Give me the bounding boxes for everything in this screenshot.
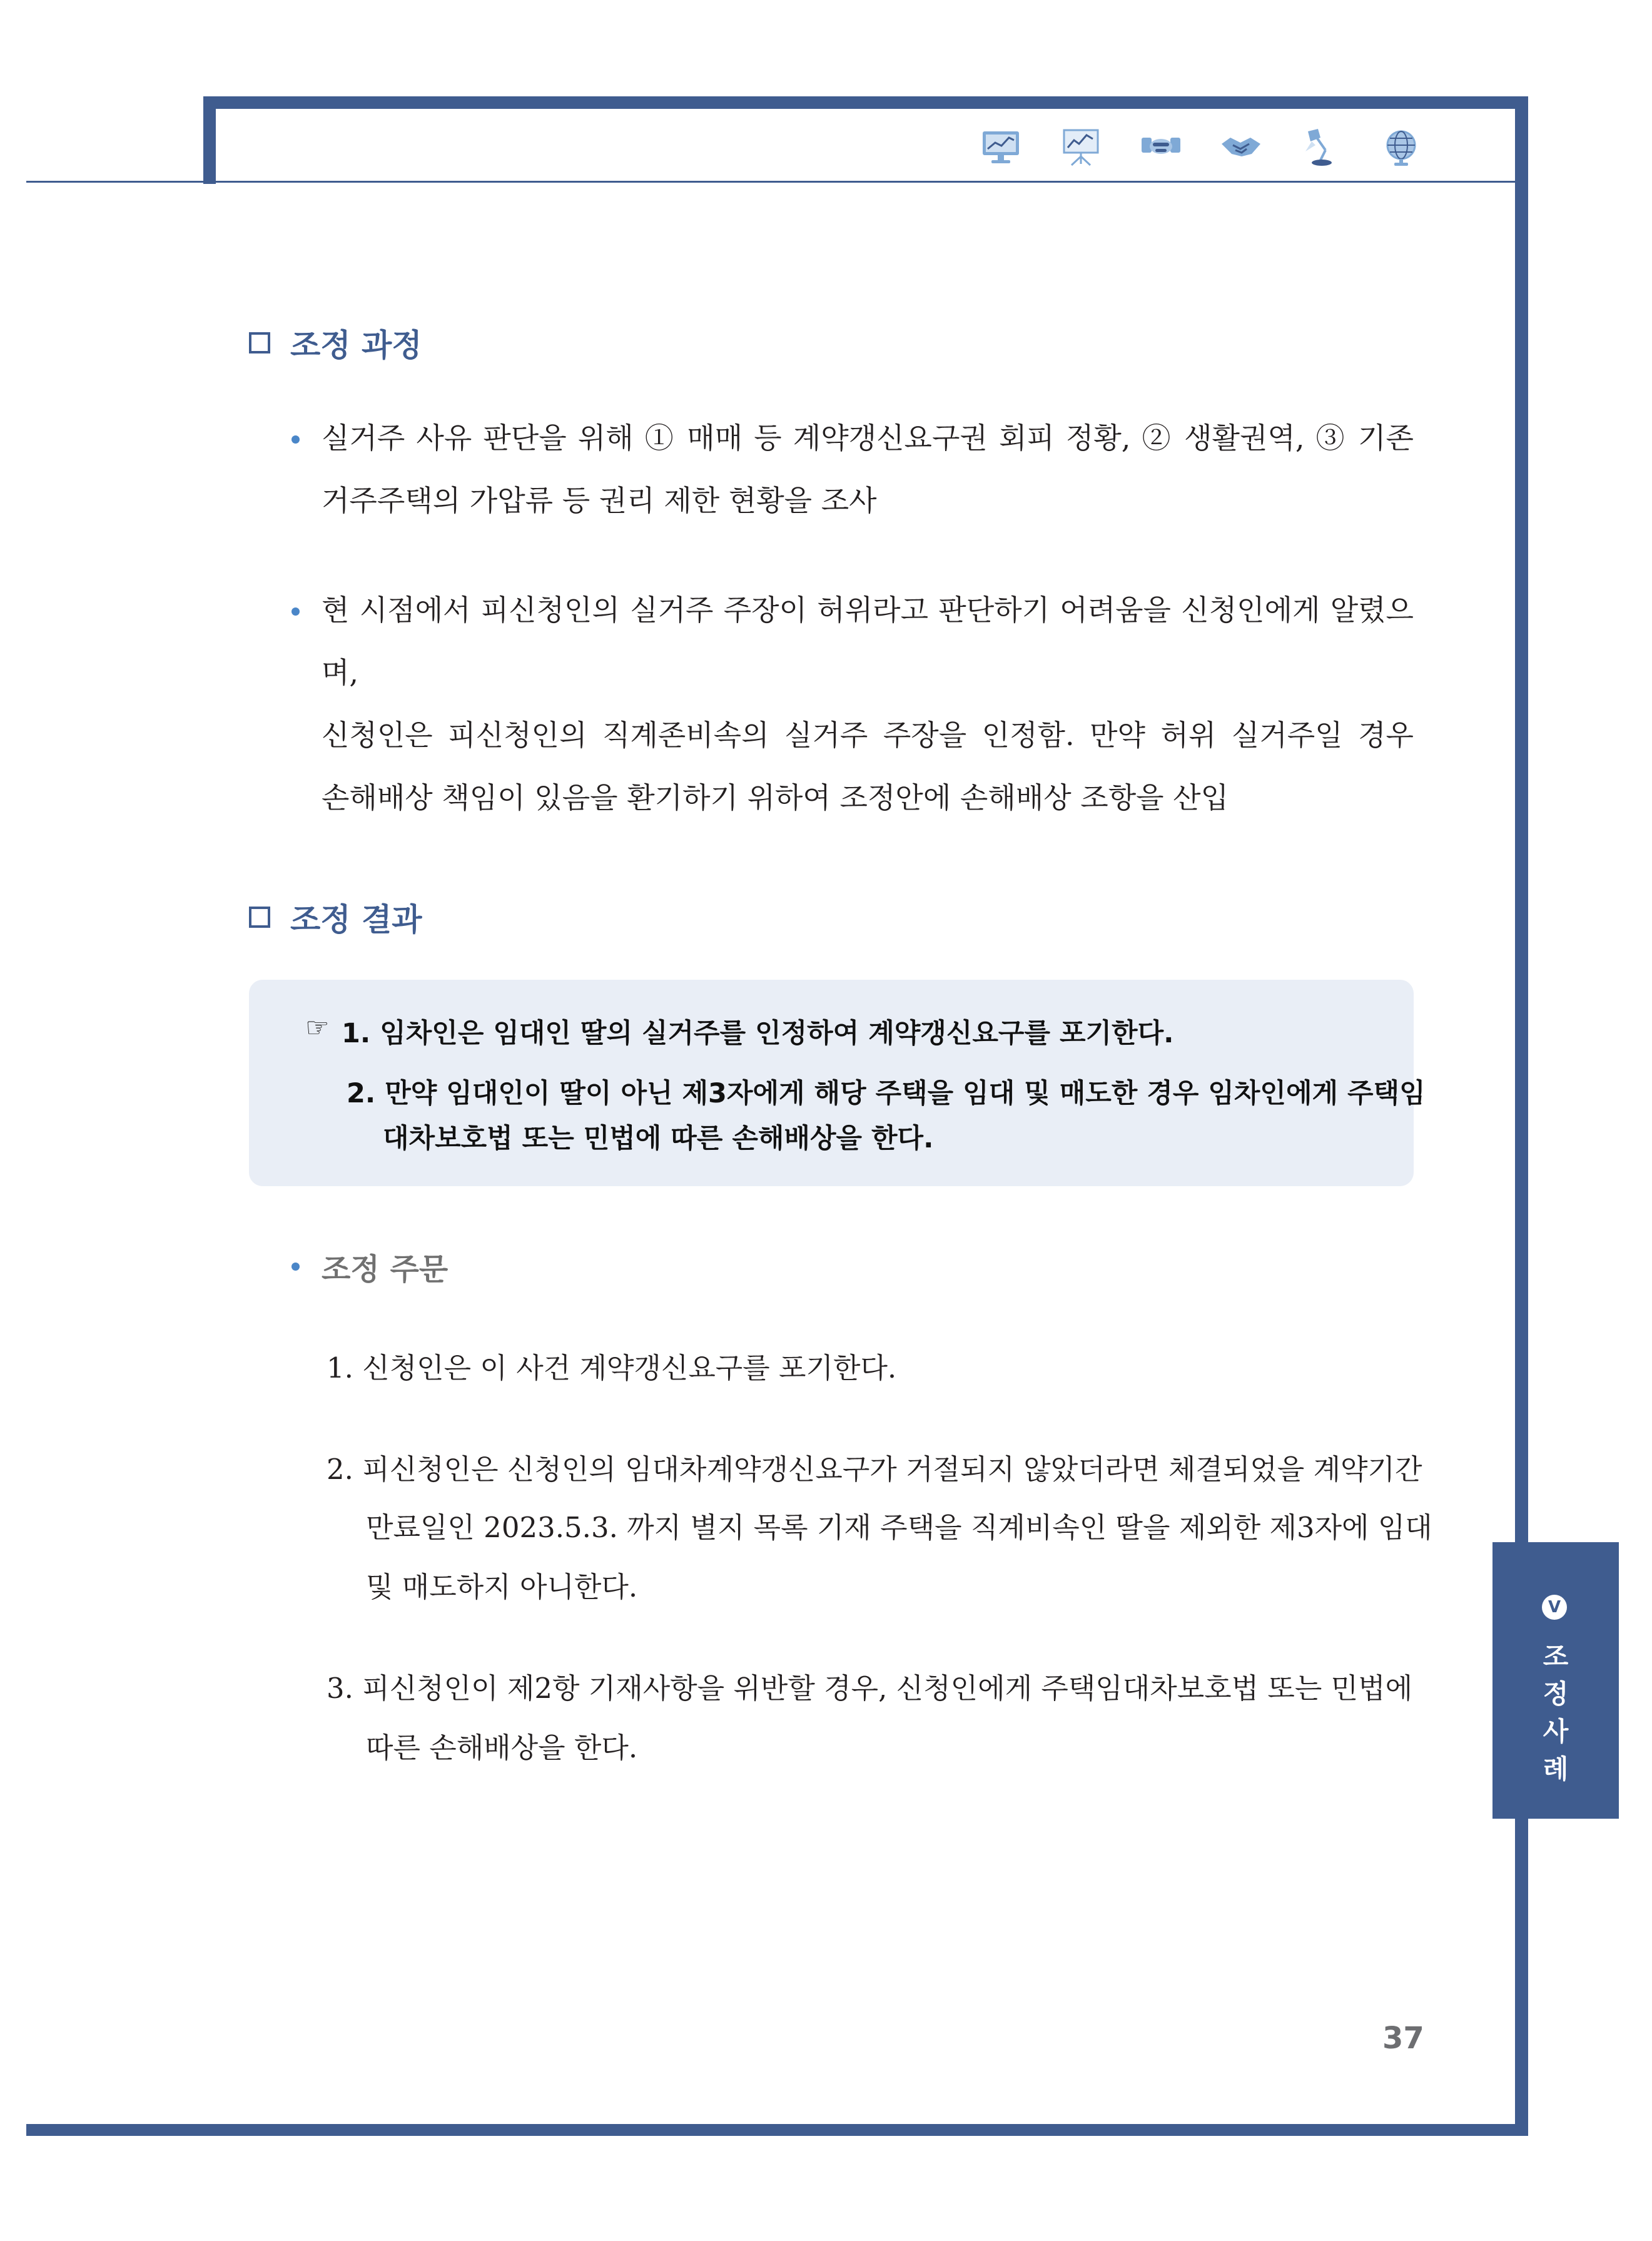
handshake-icon	[1219, 125, 1263, 169]
checkbox-icon	[249, 332, 270, 353]
page-number: 37	[1382, 2021, 1424, 2056]
chapter-side-tab[interactable]	[1492, 1542, 1619, 1819]
result-summary-box	[249, 980, 1426, 1186]
section-title-process	[249, 320, 422, 365]
pointing-hand-icon: ☞	[305, 1012, 330, 1044]
presentation-board-icon	[1059, 125, 1103, 169]
order-heading-text: 조정 주문	[322, 1252, 448, 1287]
bullet-paragraph	[300, 579, 1414, 829]
result-item-2-line-2: 대차보호법 또는 민법에 따른 손해배상을 한다.	[383, 1123, 934, 1154]
header-icon-row	[979, 125, 1417, 172]
result-item-1: 1. 임차인은 임대인 딸의 실거주를 인정하여 계약갱신요구를 포기한다.	[342, 1018, 1174, 1049]
order-line: 따른 손해배상을 한다.	[366, 1731, 638, 1764]
order-line: 및 매도하지 아니한다.	[366, 1570, 638, 1603]
bullet-dot-icon	[291, 607, 300, 616]
paragraph-line: 손해배상 책임이 있음을 환기하기 위하여 조정안에 손해배상 조항을 산입	[322, 781, 1229, 815]
section-title-result	[249, 895, 422, 940]
order-heading	[300, 1245, 448, 1288]
bullet-dot-icon	[291, 1263, 300, 1271]
section-title-process-text: 조정 과정	[290, 327, 422, 363]
chapter-title-char: 조	[1543, 1641, 1569, 1672]
paragraph-line: 거주주택의 가압류 등 권리 제한 현황을 조사	[322, 484, 877, 517]
handshake-icon	[1139, 125, 1183, 169]
order-line: 2. 피신청인은 신청인의 임대차계약갱신요구가 거절되지 않았더라면 체결되었을 계약기간	[327, 1453, 1422, 1486]
paragraph-line: 신청인은 피신청인의 직계존비속의 실거주 주장을 인정함. 만약 허위 실거주일 경우	[322, 718, 1414, 752]
order-line: 만료일인 2023.5.3. 까지 별지 목록 기재 주택을 직계비속인 딸을 제외한 제3자에 임대	[366, 1511, 1432, 1544]
checkbox-icon	[249, 907, 270, 928]
monitor-chart-icon	[979, 125, 1023, 169]
paragraph-line: 실거주 사유 판단을 위해 ① 매매 등 계약갱신요구권 회피 정황, ② 생활권역, ③ 기존	[322, 421, 1414, 455]
desk-lamp-icon	[1299, 125, 1343, 169]
frame-right-border	[1515, 96, 1528, 2136]
chapter-title-char: 사	[1543, 1716, 1569, 1747]
result-item-2-line-1: 2. 만약 임대인이 딸이 아닌 제3자에게 해당 주택을 임대 및 매도한 경우 임차인에게 주택임	[347, 1078, 1426, 1109]
section-title-result-text: 조정 결과	[290, 902, 422, 938]
order-line: 3. 피신청인이 제2항 기재사항을 위반할 경우, 신청인에게 주택임대차보호법 또는 민법에	[327, 1672, 1413, 1705]
frame-bottom-border	[26, 2124, 1528, 2136]
bullet-dot-icon	[291, 435, 300, 444]
globe-icon	[1379, 125, 1423, 169]
header-rule	[26, 181, 1515, 183]
frame-top-border	[203, 96, 1528, 109]
paragraph-line: 현 시점에서 피신청인의 실거주 주장이 허위라고 판단하기 어려움을 신청인에게 알렸으며,	[322, 593, 1414, 689]
frame-left-border	[203, 96, 216, 184]
chapter-number-badge: V	[1542, 1595, 1567, 1620]
bullet-paragraph	[300, 407, 1414, 532]
chapter-title-char: 례	[1543, 1754, 1569, 1784]
chapter-title-char: 정	[1543, 1679, 1569, 1709]
order-line: 1. 신청인은 이 사건 계약갱신요구를 포기한다.	[327, 1351, 897, 1385]
